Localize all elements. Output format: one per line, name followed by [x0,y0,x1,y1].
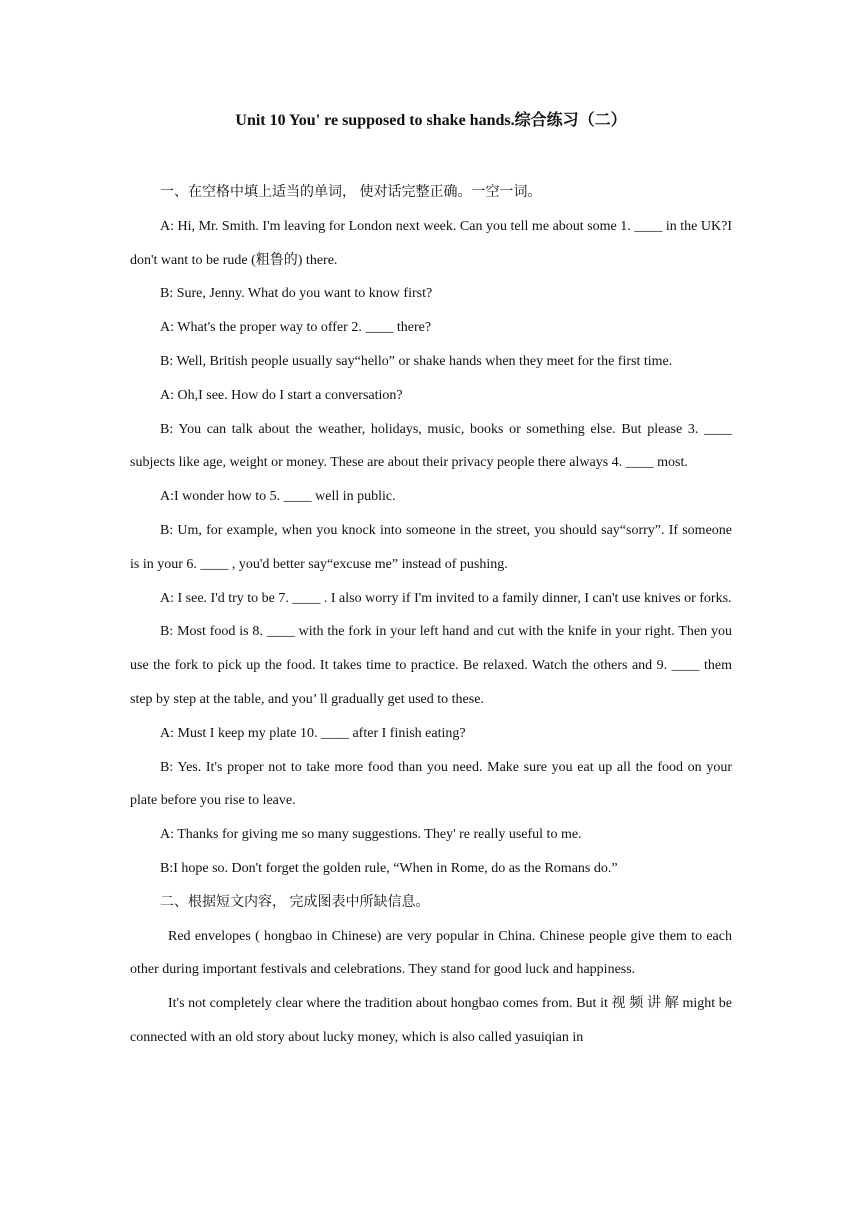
dialogue-line-10: B: Most food is 8. ____ with the fork in your left hand and cut with the knife in your right. Then you use the fork to pick up the food. It takes time to practice. Be relaxed. Watch the others and 9. ____ them step by step at the table, and you’ ll gradually get used to these. [130,624,732,707]
dialogue-line-9: A: I see. I'd try to be 7. ____ . I also worry if I'm invited to a family dinner, I can't use knives or forks. [160,590,732,606]
dialogue-line-2: B: Sure, Jenny. What do you want to know first? [160,286,433,302]
section-2-heading: 二、根据短文内容， 完成图表中所缺信息。 [160,894,430,910]
passage-paragraph-1: Red envelopes ( hongbao in Chinese) are very popular in China. Chinese people give them to each other during important festivals and celebrations. They stand for good luck and happiness. [130,928,732,978]
dialogue-line-4: B: Well, British people usually say“hello” or shake hands when they meet for the first time. [160,353,673,369]
dialogue-line-12: B: Yes. It's proper not to take more food than you need. Make sure you eat up all the food on your plate before you rise to leave. [130,759,732,809]
dialogue-line-7: A:I wonder how to 5. ____ well in public. [160,489,396,505]
passage-paragraph-2: It's not completely clear where the tradition about hongbao comes from. But it 视 频 讲 解 might be connected with an old story about lucky money, which is also called yasuiqian in [130,996,732,1045]
dialogue-line-6: B: You can talk about the weather, holidays, music, books or something else. But please 3. ____ subjects like age, weight or money. These are about their privacy people there always 4. ____ most. [130,421,732,471]
document-page [130,108,732,1055]
dialogue-line-5: A: Oh,I see. How do I start a conversation? [160,387,403,403]
dialogue-line-13: A: Thanks for giving me so many suggestions. They' re really useful to me. [160,827,582,843]
dialogue-line-1: A: Hi, Mr. Smith. I'm leaving for London next week. Can you tell me about some 1. ____ in the UK?I don't want to be rude (粗鲁的) there. [130,218,732,268]
document-title: Unit 10 You' re supposed to shake hands.综合练习（二） [235,112,627,129]
dialogue-line-8: B: Um, for example, when you knock into someone in the street, you should say“sorry”. If someone is in your 6. ____ , you'd better say“excuse me” instead of pushing. [130,522,732,572]
section-1-heading: 一、在空格中填上适当的单词， 使对话完整正确。一空一词。 [160,185,542,200]
dialogue-line-11: A: Must I keep my plate 10. ____ after I finish eating? [160,725,466,741]
dialogue-line-14: B:I hope so. Don't forget the golden rule, “When in Rome, do as the Romans do.” [160,860,618,876]
dialogue-line-3: A: What's the proper way to offer 2. ____ there? [160,320,432,336]
